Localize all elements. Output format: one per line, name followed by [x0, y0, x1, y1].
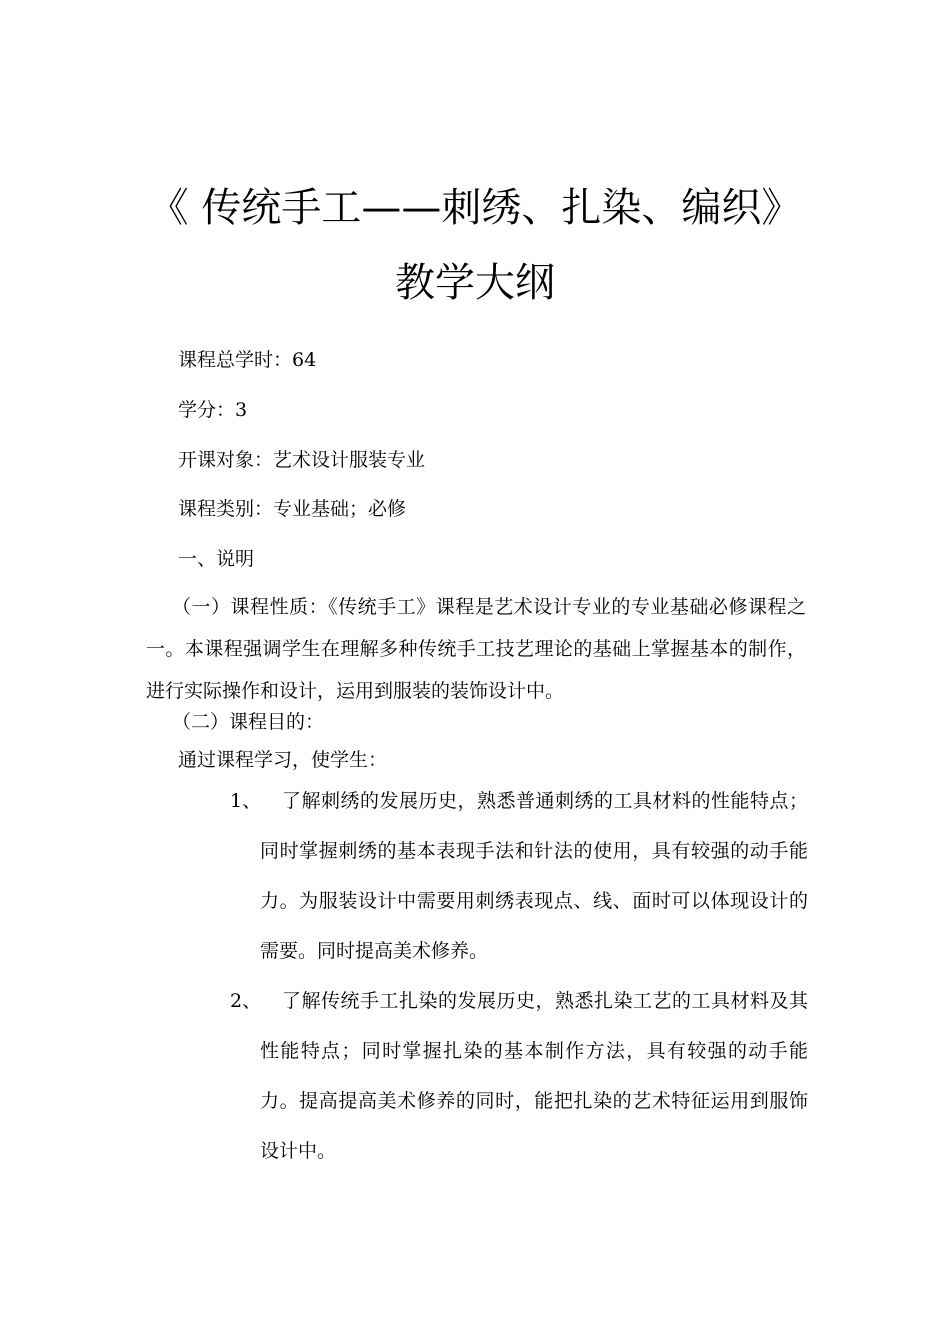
objective-text: 了解刺绣的发展历史，熟悉普通刺绣的工具材料的性能特点；同时掌握刺绣的基本表现手法和针法的使用，具有较强的动手能力。为服装设计中需要用刺绣表现点、线、面时可以体现设计的需要。同时提高美术修养。 [260, 790, 808, 962]
course-credits: 学分：3 [178, 399, 248, 421]
objectives-intro: 通过课程学习，使学生： [178, 749, 388, 771]
objectives-heading: （二）课程目的： [172, 711, 325, 733]
objective-text: 了解传统手工扎染的发展历史，熟悉扎染工艺的工具材料及其性能特点；同时掌握扎染的基本制作方法，具有较强的动手能力。提高提高美术修养的同时，能把扎染的艺术特征运用到服饰设计中。 [260, 990, 808, 1162]
objective-number: 1、 [230, 790, 262, 812]
document-title-line-2: 教学大纲 [395, 260, 555, 306]
course-category: 课程类别：专业基础；必修 [178, 498, 407, 520]
course-hours: 课程总学时：64 [178, 349, 317, 371]
section-heading-explanation: 一、说明 [178, 548, 255, 570]
objective-number: 2、 [230, 990, 262, 1012]
course-nature-paragraph: （一）课程性质：《传统手工》课程是艺术设计专业的专业基础必修课程之一。本课程强调学生在理解多种传统手工技艺理论的基础上掌握基本的制作，进行实际操作和设计，运用到服装的装饰设计中。 [146, 596, 806, 702]
document-title-line-1: 《 传统手工——刺绣、扎染、编织》 [148, 185, 802, 231]
course-audience: 开课对象：艺术设计服装专业 [178, 449, 426, 471]
